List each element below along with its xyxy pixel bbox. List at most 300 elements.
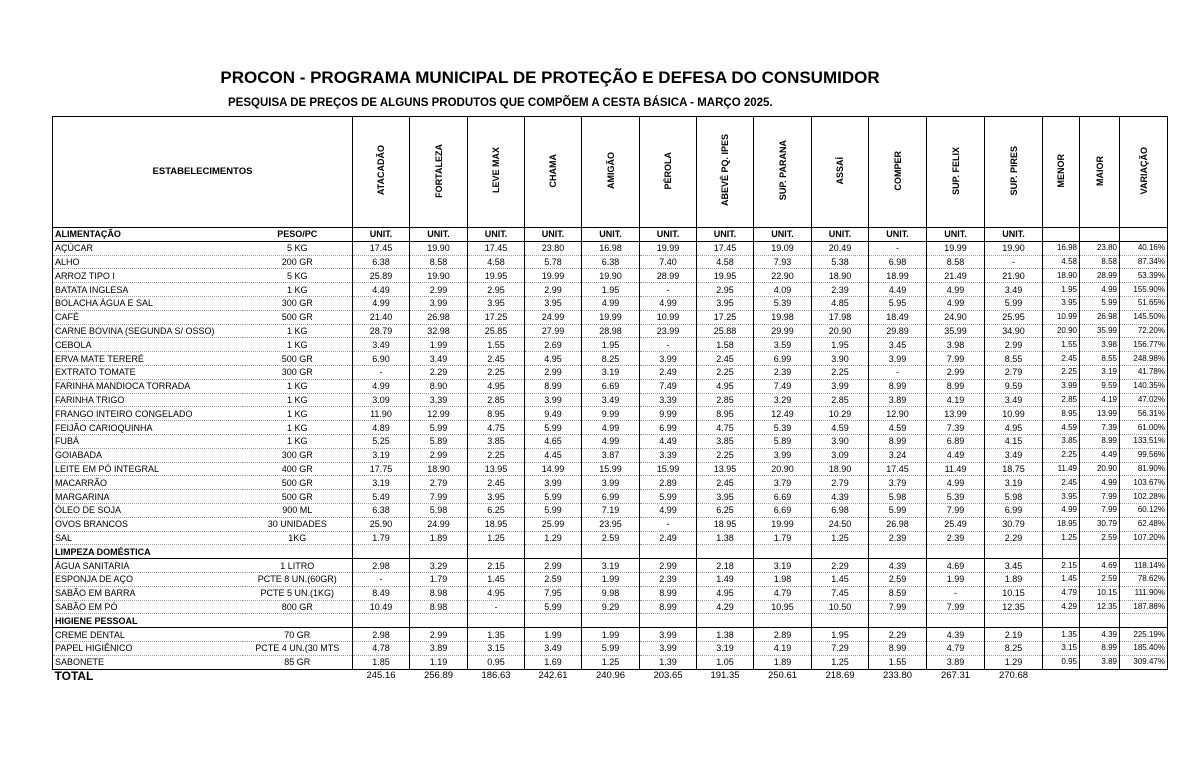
max-price: 3.19 <box>1080 365 1120 379</box>
variation: 145.50% <box>1120 310 1168 324</box>
establishments-header: ESTABELECIMENTOS <box>53 117 353 228</box>
price-cell: 4.95 <box>468 586 525 600</box>
section-name: HIGIENE PESSOAL <box>53 614 243 628</box>
price-cell: 1.25 <box>582 655 640 669</box>
price-cell: 4.58 <box>697 255 754 269</box>
total-value: 186.63 <box>481 669 511 681</box>
product-weight: 5 KG <box>243 269 353 283</box>
empty-cell <box>1080 545 1120 559</box>
price-cell: 8.99 <box>640 586 697 600</box>
price-cell: 3.99 <box>410 296 468 310</box>
store-name: ASSAÍ <box>835 156 845 185</box>
page-subtitle: PESQUISA DE PREÇOS DE ALGUNS PRODUTOS QUE COMPÕEM A CESTA BÁSICA - MARÇO 2025. <box>228 97 773 109</box>
price-cell: 19.90 <box>410 241 468 255</box>
price-cell: 6.89 <box>927 434 985 448</box>
min-price: 3.95 <box>1043 296 1080 310</box>
price-cell: 1.69 <box>525 655 582 669</box>
store-name: CHAMA <box>548 153 558 188</box>
price-cell: 5.39 <box>754 421 812 435</box>
max-price: 12.35 <box>1080 600 1120 614</box>
price-cell: 3.95 <box>525 296 582 310</box>
page-title: PROCON - PROGRAMA MUNICIPAL DE PROTEÇÃO E DEFESA DO CONSUMIDOR <box>220 68 880 87</box>
price-cell: 5.39 <box>927 490 985 504</box>
price-cell: 3.99 <box>754 448 812 462</box>
price-cell: 17.45 <box>468 241 525 255</box>
product-weight: 1 KG <box>243 283 353 297</box>
price-cell: 35.99 <box>927 324 985 338</box>
min-price: 0.95 <box>1043 655 1080 669</box>
empty-cell <box>869 545 927 559</box>
product-name: ESPONJA DE AÇO <box>53 572 243 586</box>
product-weight: 1 LITRO <box>243 559 353 573</box>
price-cell: 19.90 <box>410 269 468 283</box>
price-cell: 29.99 <box>754 324 812 338</box>
product-name: ÓLEO DE SOJA <box>53 503 243 517</box>
price-cell: 2.25 <box>468 365 525 379</box>
product-weight: 500 GR <box>243 352 353 366</box>
price-cell: 18.90 <box>812 269 869 283</box>
product-name: EXTRATO TOMATE <box>53 365 243 379</box>
price-cell: 3.45 <box>869 338 927 352</box>
table-row <box>53 324 1168 338</box>
unit-label: UNIT. <box>525 228 582 242</box>
price-cell: - <box>985 255 1043 269</box>
price-cell: 26.98 <box>869 517 927 531</box>
price-cell: 28.99 <box>640 269 697 283</box>
price-cell: 4.49 <box>927 448 985 462</box>
price-cell: 6.90 <box>353 352 410 366</box>
price-cell: 6.38 <box>582 255 640 269</box>
price-cell: 19.99 <box>525 269 582 283</box>
price-cell: 3.49 <box>985 283 1043 297</box>
product-name: ERVA MATE TERERÉ <box>53 352 243 366</box>
header-row <box>53 117 1168 228</box>
price-cell: 7.95 <box>525 586 582 600</box>
price-cell: 4.95 <box>985 421 1043 435</box>
product-weight: 1 KG <box>243 338 353 352</box>
price-cell: 5.89 <box>754 434 812 448</box>
variation: 111.90% <box>1120 586 1168 600</box>
price-cell: 5.38 <box>812 255 869 269</box>
price-cell: 8.25 <box>582 352 640 366</box>
product-name: CAFÉ <box>53 310 243 324</box>
max-price: 9.59 <box>1080 379 1120 393</box>
price-cell: 20.90 <box>754 462 812 476</box>
product-weight: 85 GR <box>243 655 353 669</box>
price-cell: 3.19 <box>582 365 640 379</box>
variation: 61.00% <box>1120 421 1168 435</box>
price-cell: 4.89 <box>353 421 410 435</box>
price-cell: 19.99 <box>640 241 697 255</box>
table-row <box>53 572 1168 586</box>
price-cell: 8.59 <box>869 586 927 600</box>
max-price: 8.55 <box>1080 352 1120 366</box>
variation: 102.28% <box>1120 490 1168 504</box>
price-cell: 3.39 <box>640 448 697 462</box>
price-cell: 4.75 <box>697 421 754 435</box>
price-cell: 1.55 <box>869 655 927 669</box>
variation: 81.90% <box>1120 462 1168 476</box>
price-cell: 8.25 <box>985 641 1043 655</box>
price-cell: 2.49 <box>640 365 697 379</box>
total-value: 270.68 <box>998 669 1029 681</box>
min-price: 2.15 <box>1043 559 1080 573</box>
price-cell: 1.49 <box>697 572 754 586</box>
price-cell: 4.99 <box>927 476 985 490</box>
variation: 47.02% <box>1120 393 1168 407</box>
price-cell: 3.85 <box>468 434 525 448</box>
price-cell: 12.35 <box>985 600 1043 614</box>
price-cell: 4.15 <box>985 434 1043 448</box>
price-cell: 2.45 <box>697 352 754 366</box>
price-cell: 1.95 <box>582 338 640 352</box>
product-name: FARINHA TRIGO <box>53 393 243 407</box>
price-cell: 24.50 <box>812 517 869 531</box>
product-weight: 5 KG <box>243 241 353 255</box>
total-value: 191.35 <box>710 669 740 681</box>
price-cell: 2.45 <box>468 476 525 490</box>
price-cell: 1.35 <box>468 628 525 642</box>
price-cell: 25.49 <box>927 517 985 531</box>
price-cell: 3.79 <box>754 476 812 490</box>
product-name: CEBOLA <box>53 338 243 352</box>
price-cell: 2.79 <box>985 365 1043 379</box>
price-cell: 3.19 <box>985 476 1043 490</box>
price-cell: 32.98 <box>410 324 468 338</box>
variation: 248.98% <box>1120 352 1168 366</box>
total-value: 245.16 <box>366 669 396 681</box>
max-price: 3.98 <box>1080 338 1120 352</box>
price-cell: 3.49 <box>985 393 1043 407</box>
product-weight: PCTE 5 UN.(1KG) <box>243 586 353 600</box>
price-cell: 2.19 <box>985 628 1043 642</box>
empty-cell <box>640 614 697 628</box>
unit-label: UNIT. <box>582 228 640 242</box>
variation: 99.56% <box>1120 448 1168 462</box>
table-row <box>53 462 1168 476</box>
price-cell: 7.49 <box>640 379 697 393</box>
price-cell: 3.15 <box>468 641 525 655</box>
price-cell: 4.39 <box>869 559 927 573</box>
price-cell: 19.99 <box>754 517 812 531</box>
stat-name: MENOR <box>1056 153 1066 188</box>
price-cell: 19.09 <box>754 241 812 255</box>
variation: 60.12% <box>1120 503 1168 517</box>
price-cell: 6.38 <box>353 255 410 269</box>
price-cell: 1.99 <box>582 628 640 642</box>
price-cell: 5.99 <box>985 296 1043 310</box>
price-cell: 2.25 <box>468 448 525 462</box>
price-cell: 11.90 <box>353 407 410 421</box>
unit-label: UNIT. <box>754 228 812 242</box>
price-cell: 4.39 <box>927 628 985 642</box>
product-name: SABONETE <box>53 655 243 669</box>
max-price: 28.99 <box>1080 269 1120 283</box>
price-cell: 2.25 <box>697 365 754 379</box>
price-cell: 6.38 <box>353 503 410 517</box>
empty-cell <box>410 545 468 559</box>
store-header <box>812 117 869 228</box>
price-cell: 10.49 <box>353 600 410 614</box>
variation: 225.19% <box>1120 628 1168 642</box>
price-cell: 21.49 <box>927 269 985 283</box>
product-name: ALHO <box>53 255 243 269</box>
product-name: CARNE BOVINA (SEGUNDA S/ OSSO) <box>53 324 243 338</box>
price-cell: 4.09 <box>754 283 812 297</box>
price-cell: 2.39 <box>640 572 697 586</box>
price-cell: 16.98 <box>582 241 640 255</box>
price-cell: 15.99 <box>640 462 697 476</box>
price-cell: 2.59 <box>869 572 927 586</box>
price-cell: - <box>927 586 985 600</box>
price-cell: 3.09 <box>812 448 869 462</box>
empty-cell <box>1120 545 1168 559</box>
total-value: 240.96 <box>595 669 626 681</box>
price-cell: 2.39 <box>869 531 927 545</box>
table-row <box>53 600 1168 614</box>
price-cell: 5.89 <box>410 434 468 448</box>
store-name: PÉROLA <box>663 151 673 190</box>
price-cell: 8.99 <box>869 641 927 655</box>
min-price: 8.95 <box>1043 407 1080 421</box>
min-price: 4.59 <box>1043 421 1080 435</box>
price-cell: - <box>869 365 927 379</box>
empty-cell <box>1043 545 1080 559</box>
price-cell: 2.15 <box>468 559 525 573</box>
price-cell: 8.55 <box>985 352 1043 366</box>
price-cell: - <box>468 600 525 614</box>
price-cell: 7.93 <box>754 255 812 269</box>
stat-name: VARIAÇÃO <box>1138 146 1149 195</box>
price-cell: 8.98 <box>410 600 468 614</box>
empty-cell <box>525 545 582 559</box>
price-cell: 25.85 <box>468 324 525 338</box>
empty-cell <box>525 614 582 628</box>
min-price: 18.90 <box>1043 269 1080 283</box>
price-cell: 5.78 <box>525 255 582 269</box>
price-cell: 6.25 <box>697 503 754 517</box>
table-row <box>53 434 1168 448</box>
max-price: 7.99 <box>1080 490 1120 504</box>
unit-label: UNIT. <box>640 228 697 242</box>
empty-cell <box>869 614 927 628</box>
price-cell: 19.99 <box>582 310 640 324</box>
price-cell: 7.99 <box>410 490 468 504</box>
price-cell: 4.85 <box>812 296 869 310</box>
min-price: 1.25 <box>1043 531 1080 545</box>
price-cell: 4.65 <box>525 434 582 448</box>
price-cell: 5.39 <box>754 296 812 310</box>
product-name: MACARRÃO <box>53 476 243 490</box>
store-header <box>525 117 582 228</box>
store-name: COMPER <box>892 150 903 191</box>
unit-label: UNIT. <box>410 228 468 242</box>
price-cell: 19.99 <box>927 241 985 255</box>
price-cell: 22.90 <box>754 269 812 283</box>
price-cell: 8.95 <box>697 407 754 421</box>
price-cell: 4.79 <box>754 586 812 600</box>
product-weight: 30 UNIDADES <box>243 517 353 531</box>
max-price: 4.99 <box>1080 476 1120 490</box>
price-cell: 34.90 <box>985 324 1043 338</box>
price-cell: 13.95 <box>697 462 754 476</box>
price-cell: 3.49 <box>525 641 582 655</box>
price-cell: 3.24 <box>869 448 927 462</box>
price-cell: 1.29 <box>985 655 1043 669</box>
table-row <box>53 559 1168 573</box>
peso-header: PESO/PC <box>243 228 353 242</box>
price-cell: 3.49 <box>410 352 468 366</box>
unit-label: UNIT. <box>985 228 1043 242</box>
price-cell: 3.85 <box>697 434 754 448</box>
table-row <box>53 365 1168 379</box>
table-row <box>53 379 1168 393</box>
price-cell: 4.75 <box>468 421 525 435</box>
empty-cell <box>754 545 812 559</box>
empty-cell <box>468 545 525 559</box>
total-label: TOTAL <box>54 669 94 683</box>
price-cell: 3.90 <box>812 434 869 448</box>
price-cell: 1.89 <box>754 655 812 669</box>
price-cell: 0.95 <box>468 655 525 669</box>
price-cell: 2.39 <box>927 531 985 545</box>
price-cell: 4.69 <box>927 559 985 573</box>
table-row <box>53 448 1168 462</box>
price-cell: 5.25 <box>353 434 410 448</box>
table-row <box>53 531 1168 545</box>
total-value: 218.69 <box>825 669 855 681</box>
price-cell: 1.29 <box>525 531 582 545</box>
price-cell: 23.80 <box>525 241 582 255</box>
empty-cell <box>243 545 353 559</box>
price-cell: 2.98 <box>353 559 410 573</box>
price-cell: 2.85 <box>468 393 525 407</box>
price-cell: 7.99 <box>869 600 927 614</box>
price-cell: 1.05 <box>697 655 754 669</box>
price-cell: 1.39 <box>640 655 697 669</box>
price-cell: 2.39 <box>812 283 869 297</box>
price-cell: 3.99 <box>525 476 582 490</box>
price-cell: 3.99 <box>582 476 640 490</box>
min-price: 2.25 <box>1043 448 1080 462</box>
min-price: 1.35 <box>1043 628 1080 642</box>
price-cell: 5.99 <box>410 421 468 435</box>
table-row <box>53 255 1168 269</box>
price-cell: 2.95 <box>468 283 525 297</box>
price-cell: 4.59 <box>812 421 869 435</box>
empty-cell <box>697 545 754 559</box>
price-cell: 4.95 <box>525 352 582 366</box>
variation: 40.16% <box>1120 241 1168 255</box>
price-cell: 1.38 <box>697 531 754 545</box>
price-cell: 4.95 <box>468 379 525 393</box>
price-cell: 2.39 <box>754 365 812 379</box>
store-name: ATACADÃO <box>376 145 386 196</box>
price-cell: 6.25 <box>468 503 525 517</box>
price-cell: 2.25 <box>697 448 754 462</box>
table-row <box>53 490 1168 504</box>
table-row <box>53 283 1168 297</box>
price-cell: 2.89 <box>640 476 697 490</box>
price-cell: 24.99 <box>525 310 582 324</box>
price-cell: 17.25 <box>697 310 754 324</box>
product-weight: 200 GR <box>243 255 353 269</box>
price-cell: 19.95 <box>468 269 525 283</box>
variation: 53.39% <box>1120 269 1168 283</box>
max-price: 8.58 <box>1080 255 1120 269</box>
price-cell: 10.99 <box>640 310 697 324</box>
price-cell: 6.98 <box>869 255 927 269</box>
price-cell: 3.29 <box>410 559 468 573</box>
empty-cell <box>353 614 410 628</box>
product-name: FUBÁ <box>53 434 243 448</box>
store-header <box>697 117 754 228</box>
empty-cell <box>985 614 1043 628</box>
price-cell: 4.99 <box>582 434 640 448</box>
variation: 140.35% <box>1120 379 1168 393</box>
empty-cell <box>1120 614 1168 628</box>
price-cell: - <box>640 338 697 352</box>
price-cell: 7.40 <box>640 255 697 269</box>
empty-cell <box>353 545 410 559</box>
store-header <box>582 117 640 228</box>
price-cell: 7.99 <box>927 600 985 614</box>
price-cell: 1.45 <box>812 572 869 586</box>
table-row <box>53 338 1168 352</box>
empty-cell <box>410 614 468 628</box>
price-cell: 3.19 <box>582 559 640 573</box>
max-price: 4.19 <box>1080 393 1120 407</box>
price-cell: 8.99 <box>869 434 927 448</box>
price-cell: 10.50 <box>812 600 869 614</box>
max-price: 30.79 <box>1080 517 1120 531</box>
price-cell: 2.69 <box>525 338 582 352</box>
price-cell: 17.45 <box>697 241 754 255</box>
price-cell: 2.59 <box>582 531 640 545</box>
price-cell: - <box>869 241 927 255</box>
table-row <box>53 352 1168 366</box>
product-name: SABÃO EM PÓ <box>53 600 243 614</box>
price-cell: 9.49 <box>525 407 582 421</box>
store-name: FORTALEZA <box>433 143 444 198</box>
price-cell: 4.39 <box>812 490 869 504</box>
price-cell: 2.98 <box>353 628 410 642</box>
min-price: 1.95 <box>1043 283 1080 297</box>
price-cell: 10.99 <box>985 407 1043 421</box>
stat-header <box>1080 117 1120 228</box>
price-cell: 7.45 <box>812 586 869 600</box>
variation: 155.90% <box>1120 283 1168 297</box>
price-cell: 9.99 <box>582 407 640 421</box>
table-row <box>53 586 1168 600</box>
price-cell: 8.98 <box>410 586 468 600</box>
total-value: 250.61 <box>767 669 798 681</box>
min-price: 10.99 <box>1043 310 1080 324</box>
price-cell: - <box>640 517 697 531</box>
price-cell: 2.99 <box>410 283 468 297</box>
price-cell: 2.99 <box>410 448 468 462</box>
price-cell: 3.49 <box>985 448 1043 462</box>
price-cell: 18.99 <box>869 269 927 283</box>
price-cell: 4.79 <box>927 641 985 655</box>
price-cell: 23.99 <box>640 324 697 338</box>
section-row <box>53 614 1168 628</box>
price-cell: 2.79 <box>812 476 869 490</box>
max-price: 8.99 <box>1080 641 1120 655</box>
store-name: LEVE MAX <box>491 147 501 194</box>
price-cell: 17.25 <box>468 310 525 324</box>
variation: 185.40% <box>1120 641 1168 655</box>
